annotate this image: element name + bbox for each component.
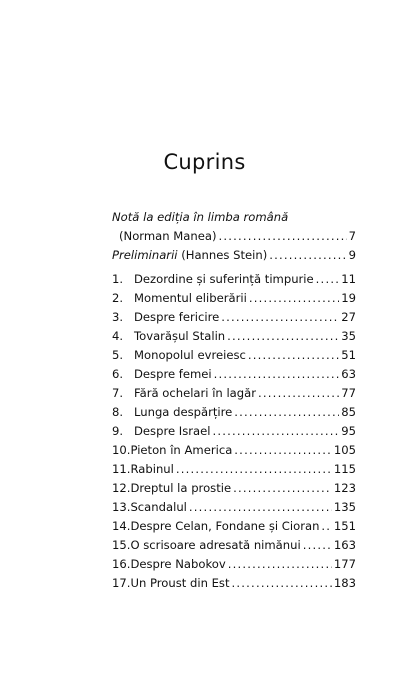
chapter-row: [112, 365, 356, 384]
chapter-page: 35: [341, 329, 356, 343]
chapter-page: 95: [341, 424, 356, 438]
chapter-number: 11.: [112, 462, 131, 476]
chapter-row: [112, 441, 356, 460]
chapter-title: Tovarășul Stalin: [134, 329, 226, 343]
chapter-number: 5.: [112, 348, 124, 362]
chapter-title: Rabinul: [130, 462, 174, 476]
leader-dots: [212, 422, 339, 441]
chapter-number: 7.: [112, 386, 124, 400]
chapter-page: 151: [333, 519, 356, 533]
chapter-page: 27: [341, 310, 356, 324]
leader-dots: [321, 517, 331, 536]
chapter-title: Pieton în America: [130, 443, 233, 457]
leader-dots: [303, 536, 332, 555]
chapter-number: 3.: [112, 310, 124, 324]
front-matter-item-author: (Norman Manea): [119, 229, 217, 243]
chapter-page: 85: [341, 405, 356, 419]
leader-dots: [219, 227, 347, 246]
leader-dots: [249, 289, 339, 308]
chapter-row: [112, 498, 356, 517]
chapter-row: [112, 536, 356, 555]
chapter-row: [112, 422, 356, 441]
chapter-number: 4.: [112, 329, 124, 343]
chapter-page: 163: [333, 538, 356, 552]
leader-dots: [234, 403, 339, 422]
chapter-title: Despre femei: [134, 367, 212, 381]
front-matter-item-page: 7: [348, 229, 356, 243]
chapter-page: 115: [333, 462, 356, 476]
chapter-row: [112, 308, 356, 327]
chapter-row: [112, 384, 356, 403]
leader-dots: [248, 346, 339, 365]
chapter-page: 105: [333, 443, 356, 457]
chapter-page: 177: [333, 557, 356, 571]
chapter-title: Despre Celan, Fondane și Cioran: [130, 519, 320, 533]
chapter-row: [112, 289, 356, 308]
chapter-page: 11: [341, 272, 356, 286]
chapter-number: 15.: [112, 538, 131, 552]
front-matter-item-author: (Hannes Stein): [181, 248, 268, 262]
leader-dots: [316, 270, 340, 289]
chapter-row: [112, 270, 356, 289]
leader-dots: [269, 246, 346, 265]
chapter-number: 16.: [112, 557, 131, 571]
leader-dots: [232, 574, 332, 593]
chapter-row: [112, 574, 356, 593]
leader-dots: [227, 327, 339, 346]
leader-dots: [221, 308, 339, 327]
chapter-list: [112, 270, 356, 593]
chapter-number: 17.: [112, 576, 131, 590]
leader-dots: [189, 498, 332, 517]
front-matter-list: [112, 208, 356, 265]
leader-dots: [176, 460, 332, 479]
chapter-title: Despre Israel: [134, 424, 211, 438]
chapter-page: 123: [333, 481, 356, 495]
chapter-row: [112, 517, 356, 536]
chapter-row: [112, 460, 356, 479]
chapter-page: 183: [333, 576, 356, 590]
chapter-title: Fără ochelari în lagăr: [134, 386, 257, 400]
chapter-title: Dreptul la prostie: [130, 481, 232, 495]
chapter-page: 63: [341, 367, 356, 381]
front-matter-item-page: 9: [348, 248, 356, 262]
front-matter-item-label: Notă la ediția în limba română: [112, 210, 289, 224]
chapter-title: O scrisoare adresată nimănui: [130, 538, 301, 552]
chapter-row: [112, 327, 356, 346]
chapter-page: 77: [341, 386, 356, 400]
leader-dots: [234, 441, 332, 460]
chapter-number: 8.: [112, 405, 124, 419]
chapter-page: 51: [341, 348, 356, 362]
chapter-page: 19: [341, 291, 356, 305]
chapter-title: Lunga despărțire: [134, 405, 233, 419]
chapter-number: 13.: [112, 500, 131, 514]
chapter-title: Despre Nabokov: [130, 557, 226, 571]
chapter-title: Un Proust din Est: [130, 576, 230, 590]
chapter-number: 10.: [112, 443, 131, 457]
chapter-title: Monopolul evreiesc: [134, 348, 246, 362]
chapter-row: [112, 555, 356, 574]
chapter-number: 14.: [112, 519, 131, 533]
leader-dots: [233, 479, 332, 498]
chapter-number: 1.: [112, 272, 124, 286]
page-title: Cuprins: [163, 150, 246, 174]
chapter-title: Dezordine și suferință timpurie: [134, 272, 314, 286]
chapter-number: 6.: [112, 367, 124, 381]
front-matter-item: [112, 227, 356, 246]
chapter-number: 12.: [112, 481, 131, 495]
leader-dots: [214, 365, 340, 384]
front-matter-item: [112, 246, 356, 265]
chapter-number: 2.: [112, 291, 124, 305]
chapter-title: Scandalul: [130, 500, 187, 514]
chapter-row: [112, 346, 356, 365]
chapter-title: Despre fericire: [134, 310, 220, 324]
chapter-title: Momentul eliberării: [134, 291, 247, 305]
chapter-page: 135: [333, 500, 356, 514]
chapter-number: 9.: [112, 424, 124, 438]
leader-dots: [228, 555, 332, 574]
front-matter-item-label: Preliminarii: [112, 248, 178, 262]
chapter-row: [112, 479, 356, 498]
leader-dots: [258, 384, 339, 403]
chapter-row: [112, 403, 356, 422]
